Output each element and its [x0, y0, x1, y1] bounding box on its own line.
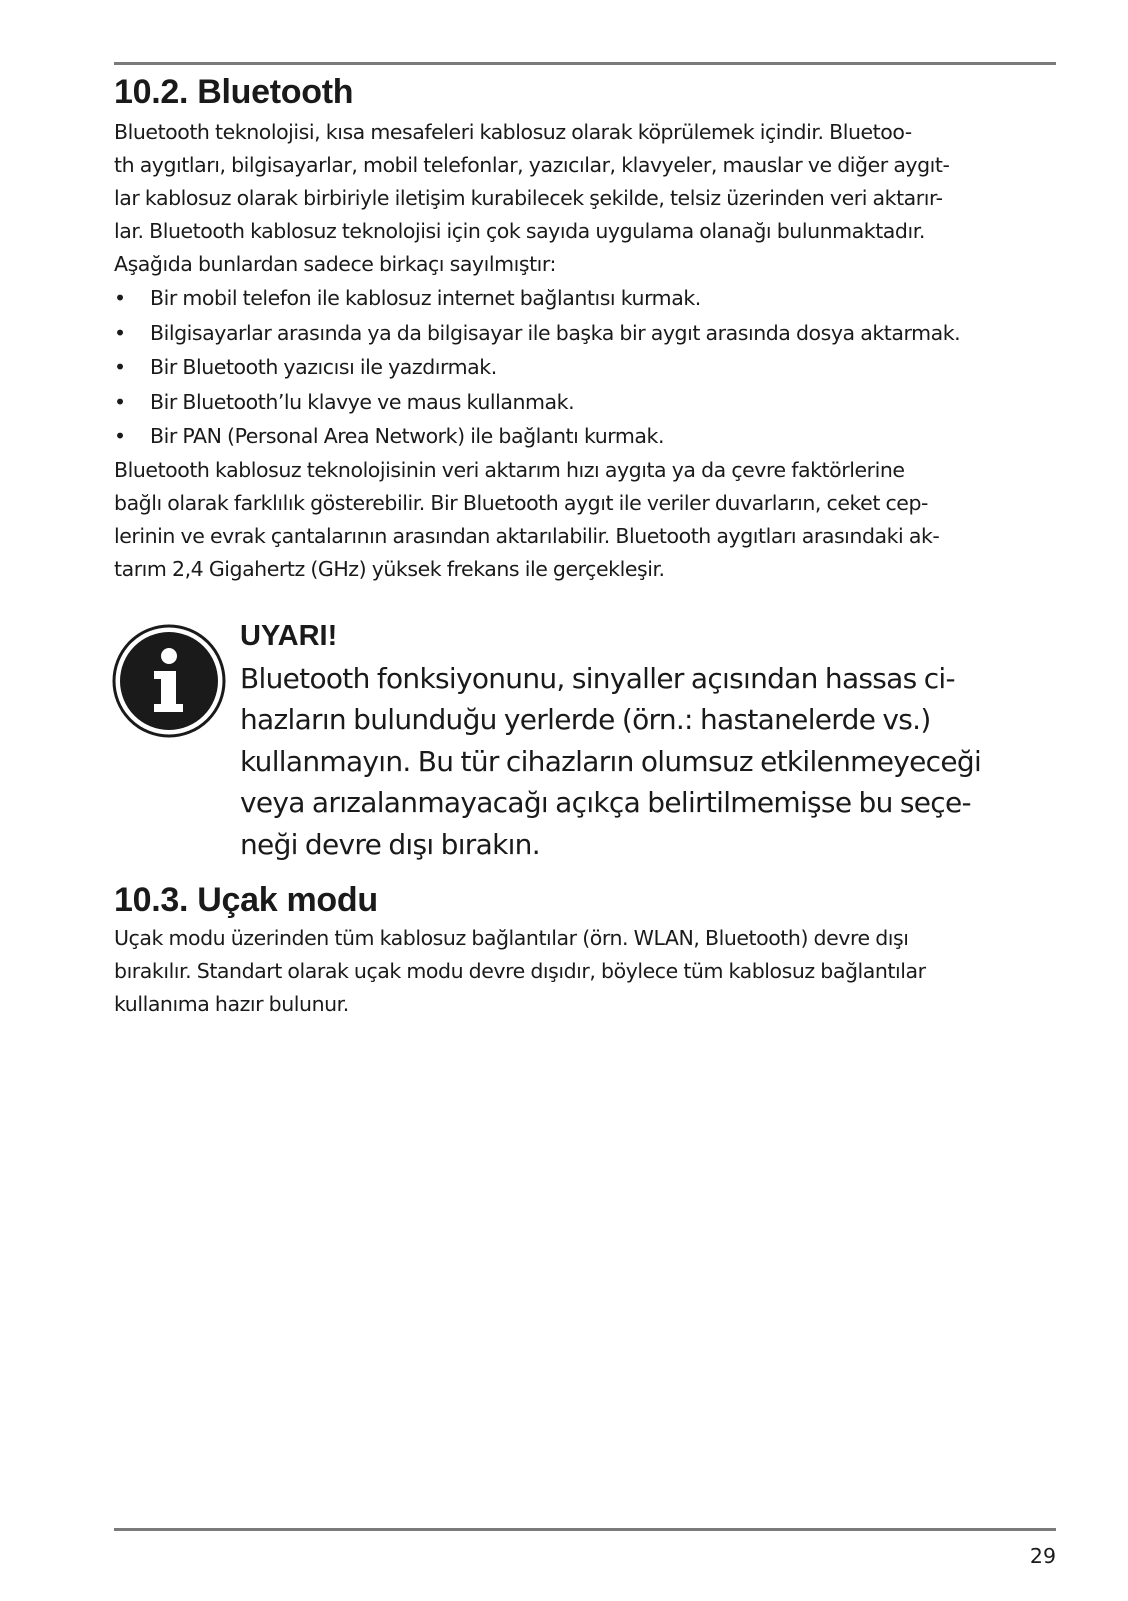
- list-item-text: Bir Bluetooth’lu klavye ve maus kullanmak.: [150, 389, 575, 414]
- bullet-marker: •: [114, 286, 126, 310]
- detail-line: bağlı olarak farklılık gösterebilir. Bir Bluetooth aygıt ile veriler duvarların, ceket cep-: [114, 490, 928, 515]
- list-item: [114, 281, 1056, 316]
- list-item-text: Bir mobil telefon ile kablosuz internet bağlantısı kurmak.: [150, 286, 701, 310]
- list-item: [114, 419, 1056, 454]
- airplane-line: Uçak modu üzerinden tüm kablosuz bağlantılar (örn. WLAN, Bluetooth) devre dışı: [114, 925, 909, 950]
- bottom-rule: [114, 1528, 1056, 1531]
- list-item: [114, 350, 1056, 385]
- top-rule: [114, 62, 1056, 65]
- warning-box: [114, 616, 1056, 872]
- list-item-text: Bilgisayarlar arasında ya da bilgisayar ile başka bir aygıt arasında dosya aktarmak.: [150, 320, 961, 345]
- warning-line: hazların bulunduğu yerlerde (örn.: hastanelerde vs.): [240, 703, 931, 736]
- bullet-marker: •: [114, 424, 126, 448]
- heading-bluetooth: 10.2. Bluetooth: [114, 73, 354, 111]
- heading-airplane-mode: 10.3. Uçak modu: [114, 880, 378, 919]
- bluetooth-intro-paragraph: [114, 116, 1056, 281]
- detail-line: lerinin ve evrak çantalarının arasından aktarılabilir. Bluetooth aygıtları arasındaki ak-: [114, 523, 940, 548]
- warning-line: neği devre dışı bırakın.: [240, 827, 540, 861]
- section-airplane-mode: [114, 878, 1056, 1021]
- warning-line: Bluetooth fonksiyonunu, sinyaller açısından hassas ci-: [240, 661, 955, 695]
- list-item-text: Bir Bluetooth yazıcısı ile yazdırmak.: [150, 355, 497, 379]
- list-item: [114, 316, 1056, 351]
- list-item-text: Bir PAN (Personal Area Network) ile bağlantı kurmak.: [150, 424, 665, 448]
- bullet-marker: •: [114, 355, 126, 379]
- airplane-paragraph: [114, 922, 1056, 1021]
- warning-text: [240, 658, 981, 866]
- warning-title: UYARI!: [240, 619, 338, 652]
- intro-line: Bluetooth teknolojisi, kısa mesafeleri kablosuz olarak köprülemek içindir. Bluetoo-: [114, 120, 912, 144]
- page-number: 29: [1029, 1544, 1056, 1568]
- airplane-line: kullanıma hazır bulunur.: [114, 991, 349, 1016]
- bluetooth-detail-paragraph: [114, 454, 1056, 586]
- detail-line: tarım 2,4 Gigahertz (GHz) yüksek frekans ile gerçekleşir.: [114, 556, 665, 581]
- airplane-line: bırakılır. Standart olarak uçak modu devre dışıdır, böylece tüm kablosuz bağlantılar: [114, 958, 926, 983]
- list-item: [114, 385, 1056, 420]
- intro-line: Aşağıda bunlardan sadece birkaçı sayılmıştır:: [114, 252, 557, 276]
- bullet-marker: •: [114, 320, 126, 345]
- page-content: [114, 70, 1056, 1021]
- warning-line: kullanmayın. Bu tür cihazların olumsuz etkilenmeyeceği: [240, 744, 982, 778]
- warning-line: veya arızalanmayacağı açıkça belirtilmemişse bu seçe-: [240, 786, 971, 819]
- info-icon: [112, 624, 226, 738]
- bluetooth-uses-list: [114, 281, 1056, 454]
- intro-line: th aygıtları, bilgisayarlar, mobil telefonlar, yazıcılar, klavyeler, mauslar ve diğer aygıt-: [114, 153, 950, 177]
- intro-line: lar kablosuz olarak birbiriyle iletişim kurabilecek şekilde, telsiz üzerinden veri aktarır-: [114, 186, 943, 210]
- intro-line: lar. Bluetooth kablosuz teknolojisi için çok sayıda uygulama olanağı bulunmaktadır.: [114, 219, 925, 243]
- detail-line: Bluetooth kablosuz teknolojisinin veri aktarım hızı aygıta ya da çevre faktörlerine: [114, 457, 905, 482]
- bullet-marker: •: [114, 389, 126, 414]
